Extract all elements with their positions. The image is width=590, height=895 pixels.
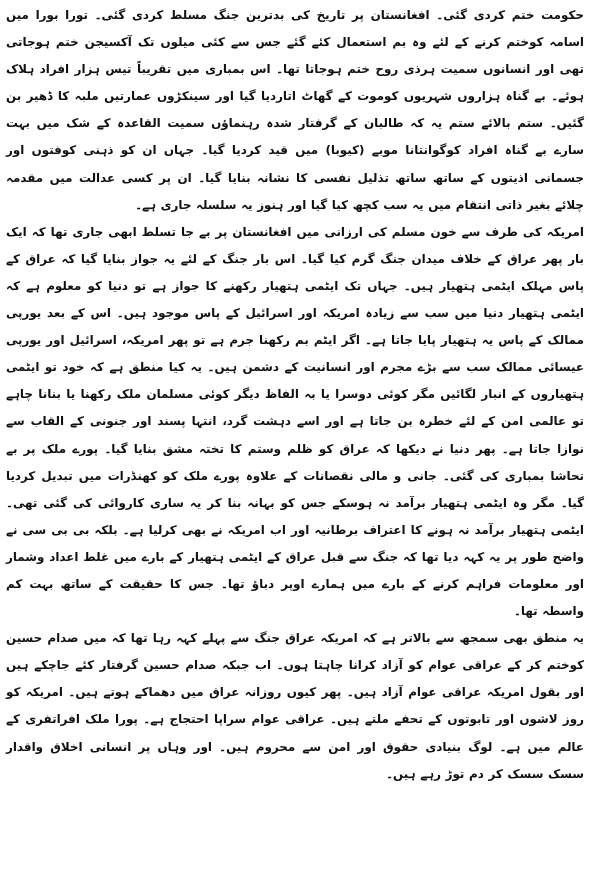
paragraph-iraq-aftermath: یہ منطق بھی سمجھ سے بالاتر ہے کہ امریکہ عراق جنگ سے پہلے کہہ رہا تھا کہ میں صدام حسین کوختم کر کے عراقی عوام کو آزاد کرانا چاہتا ہوں۔ اب جبکہ صدام حسین گرفتار کئے جاچکے ہیں اور بقول امریکہ عراقی عوام آزاد ہیں۔ پھر کیوں روزانہ عراق میں دھماکے ہوتے ہیں۔ امریکہ کو روز لاشوں اور تابوتوں کے تحفے ملتے ہیں۔ عراقی عوام سراپا احتجاج ہے۔ پورا ملک افراتفری کے عالم میں ہے۔ لوگ بنیادی حقوق اور امن سے محروم ہیں۔ اور وہاں پر انسانی اخلاق واقدار سسک سسک کر دم توڑ رہے ہیں۔ [6,631,584,781]
paragraph-iraq-war: امریکہ کی طرف سے خون مسلم کی ارزانی میں افغانستان پر بے جا تسلط ابھی جاری تھا کہ ایک بار پھر عراق کے خلاف میدان جنگ گرم کیا گیا۔ اس بار جنگ کے لئے یہ جواز بنایا گیا کہ عراق کے پاس مہلک ایٹمی ہتھیار ہیں۔ جہاں تک ایٹمی ہتھیار رکھنے کا جواز ہے تو دنیا کو معلوم ہے کہ ایٹمی ہتھیار دنیا میں سب سے زیادہ امریکہ اور اسرائیل کے پاس موجود ہیں۔ اس کے بعد یورپی ممالک کے پاس یہ ہتھیار پایا جاتا ہے۔ اگر ایٹم بم رکھنا جرم ہے تو پھر امریکہ، اسرائیل اور یورپی عیسائی ممالک سب سے بڑے مجرم اور انسانیت کے دشمن ہیں۔ یہ کیا منطق ہے کہ خود تو ایٹمی ہتھیاروں کے انبار لگائیں مگر کوئی دوسرا یا بہ الفاظ دیگر کوئی مسلمان ملک رکھنا یا بنانا چاہے تو عالمی امن کے لئے خطرہ بن جاتا ہے اور اسے دہشت گرد، انتہا پسند اور جنونی کے القاب سے نوازا جاتا ہے۔ پھر دنیا نے دیکھا کہ عراق کو ظلم وستم کا تختہ مشق بنایا گیا۔ پورے ملک پر بے تحاشا بمباری کی گئی۔ جانی و مالی نقصانات کے علاوہ پورے ملک کو کھنڈرات میں تبدیل کردیا گیا۔ مگر وہ ایٹمی ہتھیار برآمد نہ ہوسکے جس کو بہانہ بنا کر یہ ساری کاروائی کی گئی تھی۔ ایٹمی ہتھیار برآمد نہ ہونے کا اعتراف برطانیہ اور اب امریکہ نے بھی کرلیا ہے۔ بلکہ بی بی سی نے واضح طور پر یہ کہہ دیا تھا کہ جنگ سے قبل عراق کے ایٹمی ہتھیار کے بارے میں غلط اعداد وشمار اور معلومات فراہم کرنے کے بارے میں ہمارے اوپر دباؤ تھا۔ جس کا حقیقت کے ساتھ بہت کم واسطہ تھا۔ [6,224,584,619]
article-body [6,2,584,788]
paragraph-afghanistan-war: حکومت ختم کردی گئی۔ افغانستان پر تاریخ کی بدترین جنگ مسلط کردی گئی۔ تورا بورا میں اسامہ کوختم کرنے کے لئے وہ بم استعمال کئے گئے جس سے کئی میلوں تک آکسیجن ختم ہوجاتی تھی اور انسانوں سمیت ہرذی روح ختم ہوجاتا تھا۔ اس بمباری میں تقریباً تیس ہزار افراد ہلاک ہوئے۔ بے گناہ ہزاروں شہریوں کوموت کے گھاٹ اتاردیا گیا اور سینکڑوں عمارتیں ملبہ کا ڈھیر بن گئیں۔ ستم بالائے ستم یہ کہ طالبان کے گرفتار شدہ رہنماؤں سمیت القاعدہ کے شک میں بہت سارے بے گناہ افراد کوگوانتانا موبے (کیوبا) میں قید کردیا گیا۔ جہاں ان کو ذہنی کوفتوں اور جسمانی اذیتوں کے ساتھ ساتھ تذلیل نفسی کا نشانہ بنایا گیا۔ ان پر کسی عدالت میں مقدمہ چلائے بغیر ذاتی انتقام میں یہ سب کچھ کیا گیا اور ہنوز یہ سلسلہ جاری ہے۔ [6,8,584,212]
